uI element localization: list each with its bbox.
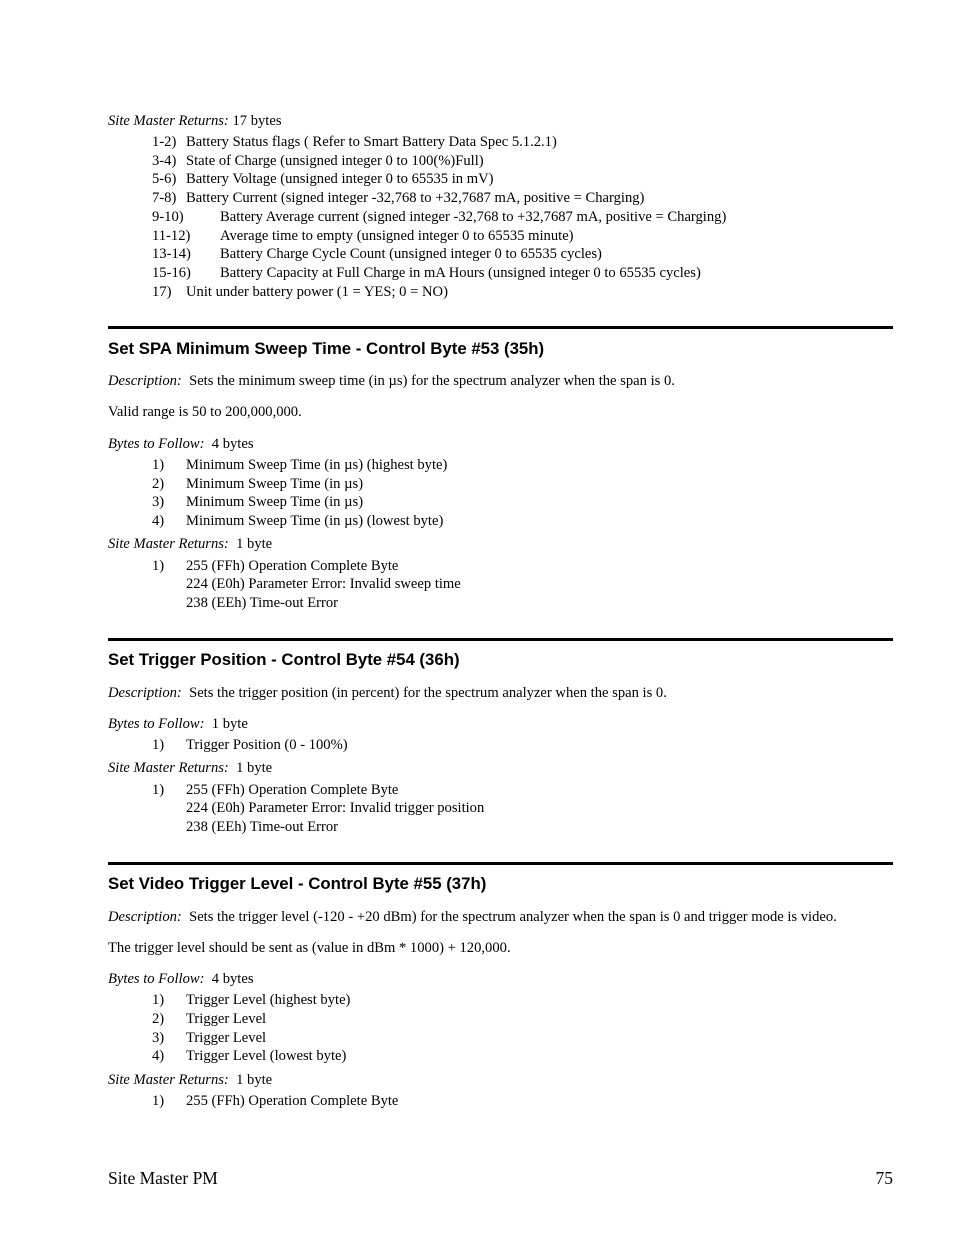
- battery-item-text: State of Charge (unsigned integer 0 to 100(%)Full): [186, 153, 484, 169]
- bytes-item-num: 2): [152, 476, 165, 492]
- battery-item-text: Average time to empty (unsigned integer 0 to 65535 minute): [220, 228, 574, 244]
- returns-label: Site Master Returns:: [108, 536, 229, 552]
- section-divider: [108, 326, 893, 329]
- description-label: Description:: [108, 909, 182, 925]
- bytes-label: Bytes to Follow:: [108, 716, 205, 732]
- returns-item-num: 1): [152, 782, 165, 798]
- description-label: Description:: [108, 373, 182, 389]
- bytes-item-text: Minimum Sweep Time (in µs): [186, 494, 364, 510]
- returns-line: [108, 1071, 272, 1089]
- bytes-line: [108, 435, 254, 453]
- section-divider: [108, 862, 893, 865]
- battery-item-num: 5-6): [152, 171, 177, 187]
- returns-item-text: 238 (EEh) Time-out Error: [186, 595, 339, 611]
- battery-item-text: Battery Status flags ( Refer to Smart Battery Data Spec 5.1.2.1): [186, 134, 557, 150]
- bytes-item-num: 4): [152, 513, 165, 529]
- battery-item-text: Battery Capacity at Full Charge in mA Hours (unsigned integer 0 to 65535 cycles): [220, 265, 701, 281]
- note-text: Valid range is 50 to 200,000,000.: [108, 404, 302, 420]
- returns-item-text: 255 (FFh) Operation Complete Byte: [186, 782, 399, 798]
- returns-label: Site Master Returns:: [108, 1072, 229, 1088]
- bytes-line: [108, 970, 254, 988]
- battery-item-text: Unit under battery power (1 = YES; 0 = NO): [186, 284, 448, 300]
- bytes-label: Bytes to Follow:: [108, 436, 205, 452]
- description-text: Sets the trigger position (in percent) for the spectrum analyzer when the span is 0.: [189, 685, 667, 701]
- bytes-item-text: Minimum Sweep Time (in µs) (highest byte): [186, 457, 448, 473]
- returns-label: Site Master Returns:: [108, 113, 229, 129]
- bytes-item-num: 1): [152, 457, 165, 473]
- description-text: Sets the trigger level (-120 - +20 dBm) for the spectrum analyzer when the span is 0 and trigger mode is video.: [189, 909, 837, 925]
- battery-item-num: 11-12): [152, 228, 191, 244]
- bytes-item-text: Trigger Level: [186, 1030, 267, 1046]
- description-text: Sets the minimum sweep time (in µs) for the spectrum analyzer when the span is 0.: [189, 373, 675, 389]
- battery-item-num: 3-4): [152, 153, 177, 169]
- bytes-item-text: Minimum Sweep Time (in µs) (lowest byte): [186, 513, 444, 529]
- returns-line: [108, 535, 272, 553]
- battery-item-text: Battery Average current (signed integer -32,768 to +32,7687 mA, positive = Charging): [220, 209, 727, 225]
- returns-item-text: 224 (E0h) Parameter Error: Invalid sweep time: [186, 576, 461, 592]
- returns-label: Site Master Returns:: [108, 760, 229, 776]
- battery-item-text: Battery Current (signed integer -32,768 to +32,7687 mA, positive = Charging): [186, 190, 645, 206]
- description-line: [108, 908, 837, 926]
- battery-item-text: Battery Voltage (unsigned integer 0 to 65535 in mV): [186, 171, 494, 187]
- returns-line: [108, 759, 272, 777]
- returns-item-num: 1): [152, 558, 165, 574]
- bytes-value: 4 bytes: [211, 971, 254, 987]
- battery-item-num: 15-16): [152, 265, 191, 281]
- returns-item-text: 255 (FFh) Operation Complete Byte: [186, 1093, 399, 1109]
- battery-item-num: 7-8): [152, 190, 177, 206]
- battery-item-num: 1-2): [152, 134, 177, 150]
- returns-value: 17 bytes: [232, 113, 282, 129]
- battery-item-num: 13-14): [152, 246, 191, 262]
- battery-item-num: 9-10): [152, 209, 184, 225]
- battery-returns-line: [108, 112, 282, 130]
- bytes-item-text: Trigger Level (lowest byte): [186, 1048, 347, 1064]
- returns-item-num: 1): [152, 1093, 165, 1109]
- bytes-line: [108, 715, 248, 733]
- bytes-item-text: Minimum Sweep Time (in µs): [186, 476, 364, 492]
- returns-value: 1 byte: [236, 760, 273, 776]
- returns-item-text: 238 (EEh) Time-out Error: [186, 819, 339, 835]
- bytes-item-num: 1): [152, 992, 165, 1008]
- section-title: Set Trigger Position - Control Byte #54 (36h): [108, 650, 460, 669]
- description-label: Description:: [108, 685, 182, 701]
- page-number: 75: [875, 1168, 893, 1188]
- section-title: Set Video Trigger Level - Control Byte #55 (37h): [108, 874, 487, 893]
- bytes-item-num: 3): [152, 494, 165, 510]
- returns-item-text: 224 (E0h) Parameter Error: Invalid trigger position: [186, 800, 485, 816]
- bytes-item-text: Trigger Level (highest byte): [186, 992, 351, 1008]
- description-line: [108, 372, 675, 390]
- section-title: Set SPA Minimum Sweep Time - Control Byte #53 (35h): [108, 339, 545, 358]
- bytes-item-num: 2): [152, 1011, 165, 1027]
- bytes-item-num: 3): [152, 1030, 165, 1046]
- bytes-item-num: 4): [152, 1048, 165, 1064]
- battery-item-text: Battery Charge Cycle Count (unsigned integer 0 to 65535 cycles): [220, 246, 602, 262]
- section-divider: [108, 638, 893, 641]
- bytes-value: 1 byte: [211, 716, 248, 732]
- description-line: [108, 684, 667, 702]
- returns-value: 1 byte: [236, 1072, 273, 1088]
- returns-item-text: 255 (FFh) Operation Complete Byte: [186, 558, 399, 574]
- bytes-label: Bytes to Follow:: [108, 971, 205, 987]
- bytes-item-text: Trigger Position (0 - 100%): [186, 737, 348, 753]
- document-page: [108, 0, 893, 1235]
- footer-title: Site Master PM: [108, 1168, 218, 1188]
- note-text: The trigger level should be sent as (value in dBm * 1000) + 120,000.: [108, 940, 511, 956]
- bytes-item-text: Trigger Level: [186, 1011, 267, 1027]
- bytes-value: 4 bytes: [211, 436, 254, 452]
- bytes-item-num: 1): [152, 737, 165, 753]
- battery-item-num: 17): [152, 284, 172, 300]
- returns-value: 1 byte: [236, 536, 273, 552]
